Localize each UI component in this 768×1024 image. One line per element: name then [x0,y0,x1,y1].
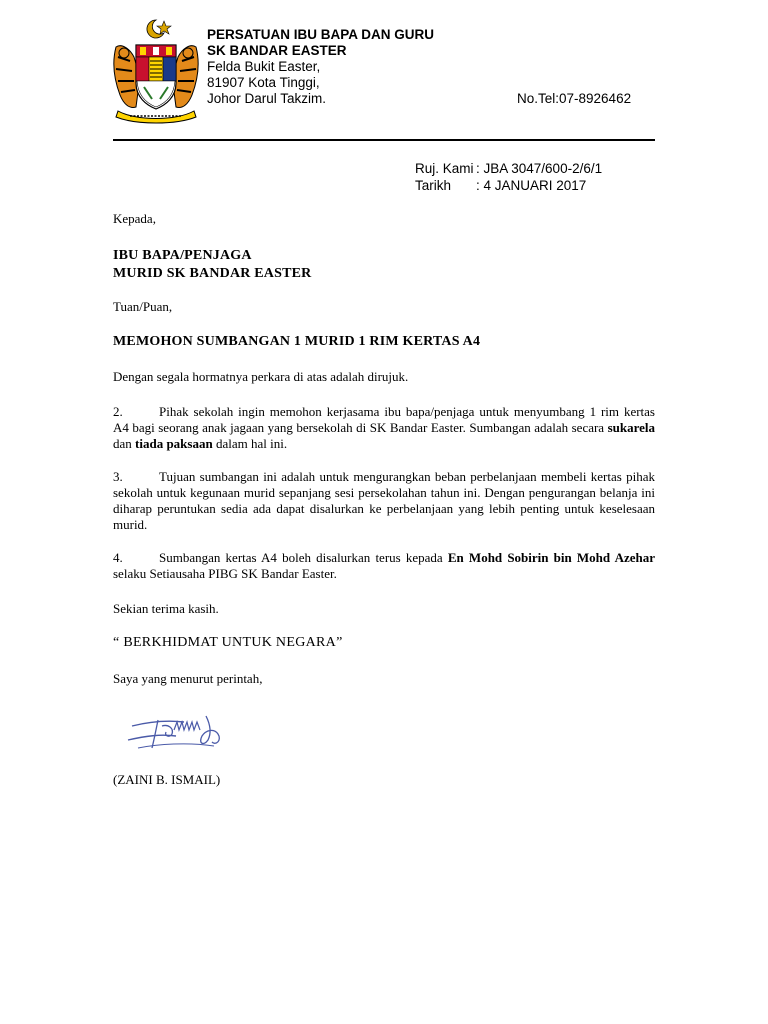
recipient-line1: IBU BAPA/PENJAGA [113,248,252,263]
paragraph-2-text-c: dalam hal ini. [212,436,288,451]
kepada-label: Kepada, [113,211,156,226]
paragraph-2-text-a: Pihak sekolah ingin memohon kerjasama ibu bapa/penjaga untuk menyumbang 1 rim kertas A4 bagi seorang anak jagaan yang bersekolah di SK Bandar Easter. Sumbangan adalah secara [113,404,655,435]
closing-motto: “ BERKHIDMAT UNTUK NEGARA” [113,635,343,650]
intro-paragraph: Dengan segala hormatnya perkara di atas adalah dirujuk. [113,369,409,384]
signature-image [118,706,242,772]
paragraph-2-number: 2. [113,404,123,419]
paragraph-3-number: 3. [113,469,123,484]
recipient-line2: MURID SK BANDAR EASTER [113,266,312,281]
paragraph-2-bold-tiada-paksaan: tiada paksaan [135,436,213,451]
paragraph-4-bold-name: En Mohd Sobirin bin Mohd Azehar [447,550,656,565]
letter-subject: MEMOHON SUMBANGAN 1 MURID 1 RIM KERTAS A4 [113,334,481,349]
address-line1: Felda Bukit Easter, [207,59,321,74]
paragraph-2-bold-sukarela: sukarela [607,420,655,435]
address-line2: 81907 Kota Tinggi, [207,75,320,90]
malaysian-coat-of-arms-icon [110,17,202,125]
salutation: Tuan/Puan, [113,299,173,314]
paragraph-2-text-b: dan [113,436,136,451]
closing-sign-off: Saya yang menurut perintah, [113,671,263,686]
reference-tarikh-label: Tarikh [415,178,452,193]
reference-tarikh-value: : 4 JANUARI 2017 [476,178,587,193]
paragraph-4-text-a: Sumbangan kertas A4 boleh disalurkan terus kepada [159,550,448,565]
reference-ruj-label: Ruj. Kami [415,161,474,176]
header-divider [113,139,655,141]
paragraph-4-text-b: selaku Setiausaha PIBG SK Bandar Easter. [113,566,337,581]
phone-number: No.Tel:07-8926462 [517,91,632,106]
org-name-line2: SK BANDAR EASTER [207,43,347,58]
paragraph-4 [113,550,655,582]
closing-thanks: Sekian terima kasih. [113,601,219,616]
org-name-line1: PERSATUAN IBU BAPA DAN GURU [207,27,435,42]
signatory-name: (ZAINI B. ISMAIL) [113,772,221,787]
paragraph-4-number: 4. [113,550,123,565]
reference-ruj-value: : JBA 3047/600-2/6/1 [476,161,603,176]
paragraph-2 [113,404,655,452]
paragraph-3 [113,469,655,533]
paragraph-3-text: Tujuan sumbangan ini adalah untuk mengurangkan beban perbelanjaan membeli kertas pihak sekolah untuk kegunaan murid sepanjang sesi persekolahan tahun ini. Dengan pengurangan belanja ini diharap peruntukan sedia ada dapat disalurkan ke perbelanjaan yang lebih penting untuk keselesaan murid. [113,469,655,532]
address-line3: Johor Darul Takzim. [207,91,327,106]
